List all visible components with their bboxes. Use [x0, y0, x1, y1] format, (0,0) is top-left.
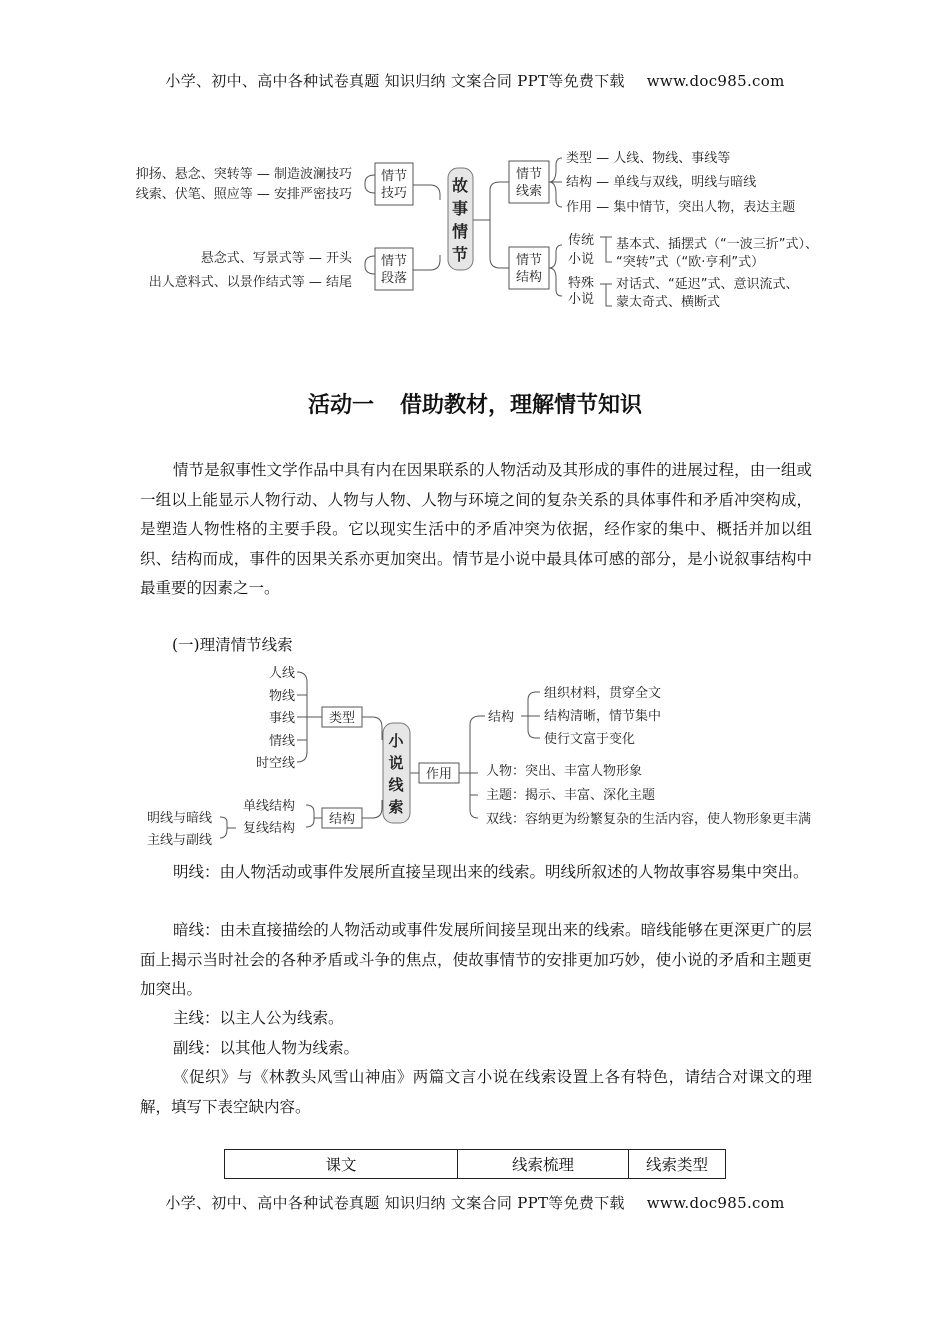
clue-item-3: 作用 — 集中情节，突出人物，表达主题: [566, 200, 796, 215]
traditional-desc-2: “突转”式（“欧·亨利”式）: [616, 255, 765, 270]
center-c4: 节: [451, 245, 469, 264]
def-fuxian: 副线：以其他人物为线索。: [173, 1039, 360, 1057]
traditional-desc-1: 基本式、插摆式（“一波三折”式）、: [616, 237, 818, 252]
node-plot-structure-l1: 情节: [515, 253, 543, 268]
para-item-2: 出人意料式、以景作结式等 — 结尾: [148, 275, 352, 290]
center-c1: 故: [451, 176, 469, 195]
special-l2: 小说: [567, 292, 595, 307]
struct-item-2: 复线结构: [242, 821, 295, 836]
clue-item-2: 结构 — 单线与双线，明线与暗线: [566, 175, 757, 190]
clue-item-1: 类型 — 人线、物线、事线等: [566, 151, 731, 166]
role-struct-label: 结构: [488, 710, 515, 725]
para-item-1: 悬念式、写景式等 — 开头: [200, 251, 352, 266]
center2-c1: 小: [388, 732, 404, 750]
role-other-3: 双线：容纳更为纷繁复杂的生活内容，使人物形象更丰满: [486, 812, 812, 827]
struct-sub-1: 明线与暗线: [146, 811, 212, 826]
center2-c2: 说: [388, 754, 404, 772]
role-other-1: 人物：突出、丰富人物形象: [486, 764, 643, 779]
special-l1: 特殊: [567, 276, 595, 291]
role-struct-3: 使行文富于变化: [544, 732, 636, 747]
section-heading: (一)理清情节线索: [172, 636, 293, 654]
node-plot-clue-l2: 线索: [515, 184, 543, 199]
page-footer: [0, 1192, 950, 1213]
struct-item-1: 单线结构: [242, 799, 295, 814]
node-plot-clue-l1: 情节: [515, 167, 543, 182]
type-item-4: 情线: [268, 734, 295, 749]
type-item-3: 事线: [268, 711, 295, 726]
struct-sub-2: 主线与副线: [146, 833, 212, 848]
table-header-type: 线索类型: [629, 1150, 726, 1179]
type-item-1: 人线: [268, 666, 295, 681]
node-plot-paragraph-l2: 段落: [380, 271, 408, 286]
intro-paragraph: 情节是叙事性文学作品中具有内在因果联系的人物活动及其形成的事件的进展过程，由一组或一组以上能显示人物行动、人物与人物、人物与环境之间的复杂关系的具体事件和矛盾冲突构成，是塑造人物性格的主要手段。它以现实生活中的矛盾冲突为依据，经作家的集中、概括并加以组织、结构而成，事件的因果关系亦更加突出。情节是小说中最具体可感的部分，是小说叙事结构中最重要的因素之一。: [140, 461, 812, 597]
header-url[interactable]: www.doc985.com: [646, 72, 785, 90]
traditional-l2: 小说: [567, 252, 595, 267]
center-c2: 事: [451, 199, 469, 218]
title-part2: 借助教材，理解情节知识: [400, 393, 643, 418]
task-text: 《促织》与《林教头风雪山神庙》两篇文言小说在线索设置上各有特色，请结合对课文的理解，填写下表空缺内容。: [140, 1068, 812, 1116]
node-plot-paragraph-l1: 情节: [380, 254, 408, 269]
table-header-text: 课文: [225, 1150, 458, 1179]
def-anxian: 暗线：由未直接描绘的人物活动或事件发展所间接呈现出来的线索。暗线能够在更深更广的层面上揭示当时社会的各种矛盾或斗争的焦点，使故事情节的安排更加巧妙，使小说的矛盾和主题更加突出。: [140, 921, 812, 998]
table-header-row: [225, 1150, 726, 1179]
clue-table: [224, 1149, 726, 1179]
role-struct-1: 组织材料，贯穿全文: [544, 686, 662, 701]
role-struct-2: 结构清晰，情节集中: [544, 709, 662, 724]
node-role-label: 作用: [425, 767, 453, 782]
special-desc-2: 蒙太奇式、横断式: [616, 295, 721, 310]
title-part1: 活动一: [307, 393, 374, 418]
type-item-5: 时空线: [255, 756, 295, 771]
traditional-l1: 传统: [567, 233, 595, 248]
node-plot-technique-l1: 情节: [380, 169, 408, 184]
center2-c3: 线: [388, 776, 404, 794]
node-structure-label: 结构: [328, 812, 356, 827]
table-header-clue: 线索梳理: [458, 1150, 629, 1179]
def-mingxian: 明线：由人物活动或事件发展所直接呈现出来的线索。明线所叙述的人物故事容易集中突出。: [173, 863, 809, 881]
type-item-2: 物线: [268, 689, 295, 704]
tech-item-2: 线索、伏笔、照应等 — 安排严密技巧: [135, 187, 352, 202]
page-title: [0, 388, 950, 419]
tech-item-1: 抑扬、悬念、突转等 — 制造波澜技巧: [135, 167, 352, 182]
node-type-label: 类型: [328, 711, 356, 726]
center2-c4: 索: [388, 798, 404, 816]
footer-text: 小学、初中、高中各种试卷真题 知识归纳 文案合同 PPT等免费下载: [165, 1194, 625, 1212]
node-plot-structure-l2: 结构: [515, 270, 543, 285]
special-desc-1: 对话式、“延迟”式、意识流式、: [616, 277, 799, 292]
center-c3: 情: [451, 222, 469, 241]
header-text: 小学、初中、高中各种试卷真题 知识归纳 文案合同 PPT等免费下载: [165, 72, 625, 90]
footer-url[interactable]: www.doc985.com: [646, 1194, 785, 1212]
def-zhuxian: 主线：以主人公为线索。: [173, 1009, 344, 1027]
node-plot-technique-l2: 技巧: [380, 186, 408, 201]
role-other-2: 主题：揭示、丰富、深化主题: [486, 788, 656, 803]
